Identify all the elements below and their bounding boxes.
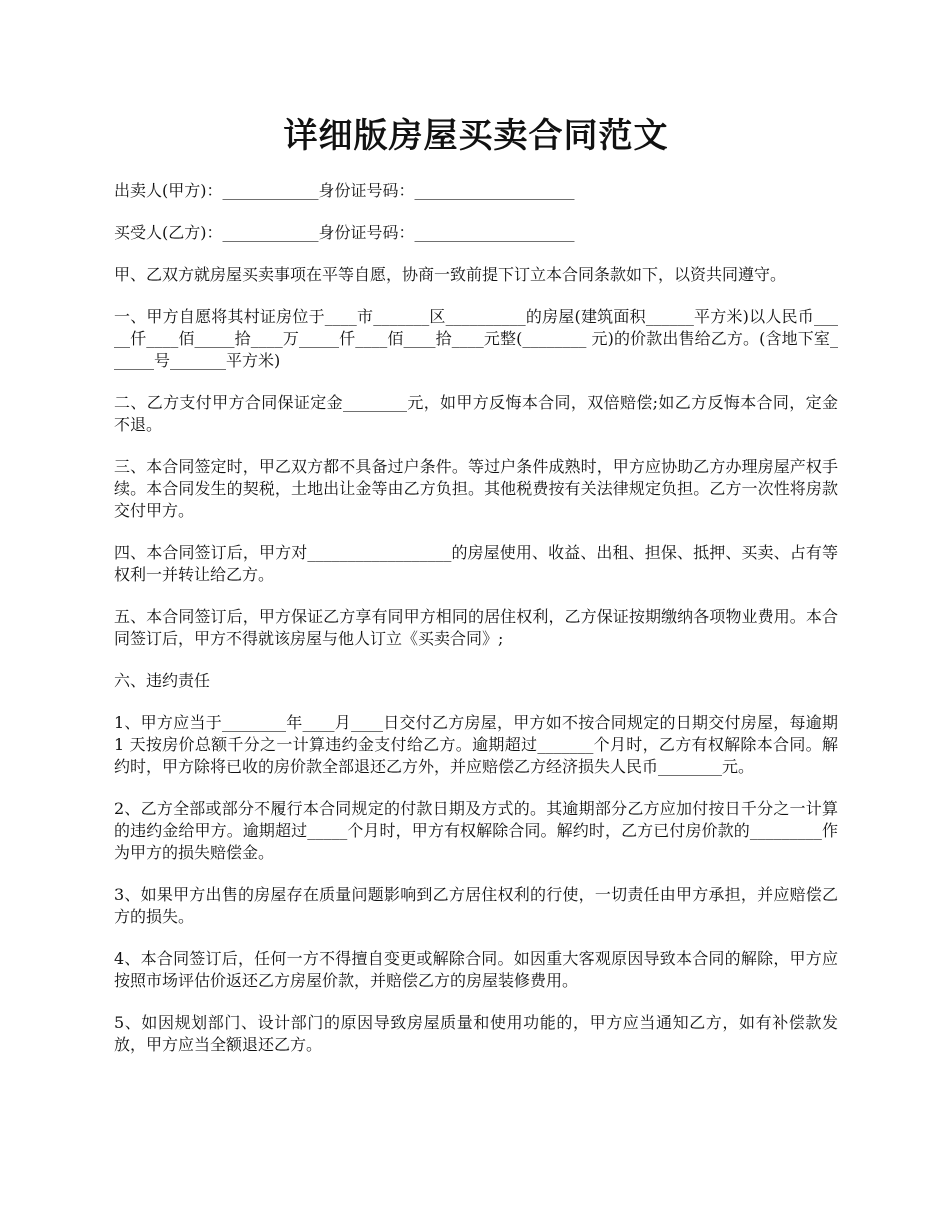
document-page <box>114 112 838 1076</box>
document-title: 详细版房屋买卖合同范文 <box>283 116 669 156</box>
seller-line: 出卖人(甲方)：____________身份证号码：____________________ <box>114 181 575 200</box>
liability-item-3: 3、如果甲方出售的房屋存在质量问题影响到乙方居住权利的行使，一切责任由甲方承担，并应赔偿乙方的损失。 <box>114 885 838 926</box>
liability-item-5: 5、如因规划部门、设计部门的原因导致房屋质量和使用功能的，甲方应当通知乙方，如有补偿款发放，甲方应当全额退还乙方。 <box>114 1013 838 1054</box>
clause-3: 三、本合同签定时，甲乙双方都不具备过户条件。等过户条件成熟时，甲方应协助乙方办理房屋产权手续。本合同发生的契税，土地出让金等由乙方负担。其他税费按有关法律规定负担。乙方一次性将房款交付甲方。 <box>114 457 838 520</box>
clause-5: 五、本合同签订后，甲方保证乙方享有同甲方相同的居住权利，乙方保证按期缴纳各项物业费用。本合同签订后，甲方不得就该房屋与他人订立《买卖合同》; <box>114 607 838 648</box>
preamble-paragraph: 甲、乙双方就房屋买卖事项在平等自愿，协商一致前提下订立本合同条款如下，以资共同遵守。 <box>114 265 787 284</box>
clause-2: 二、乙方支付甲方合同保证定金________元，如甲方反悔本合同，双倍赔偿;如乙方反悔本合同，定金不退。 <box>114 393 838 434</box>
liability-item-1: 1、甲方应当于________年____月____日交付乙方房屋，甲方如不按合同规定的日期交付房屋，每逾期 1 天按房价总额千分之一计算违约金支付给乙方。逾期超过_______个月时，乙方有权解除本合同。解约时，甲方除将已收的房价款全部退还乙方外，并应赔偿乙方经济损失人民币________元。 <box>114 713 838 776</box>
liability-item-4: 4、本合同签订后，任何一方不得擅自变更或解除合同。如因重大客观原因导致本合同的解除，甲方应按照市场评估价返还乙方房屋价款，并赔偿乙方的房屋装修费用。 <box>114 949 838 990</box>
clause-4: 四、本合同签订后，甲方对__________________的房屋使用、收益、出租、担保、抵押、买卖、占有等权利一并转让给乙方。 <box>114 543 838 584</box>
clause-1: 一、甲方自愿将其村证房位于____市_______区__________的房屋(建筑面积______平方米)以人民币_____仟____佰_____拾____万_____仟____佰____拾____元整(________ 元)的价款出售给乙方。(含地下室______号_______平方米) <box>114 307 838 370</box>
clause-6-heading: 六、违约责任 <box>114 671 211 690</box>
buyer-line: 买受人(乙方)：____________身份证号码：____________________ <box>114 223 575 242</box>
liability-item-2: 2、乙方全部或部分不履行本合同规定的付款日期及方式的。其逾期部分乙方应加付按日千分之一计算的违约金给甲方。逾期超过_____个月时，甲方有权解除合同。解约时，乙方已付房价款的_________作为甲方的损失赔偿金。 <box>114 799 838 862</box>
